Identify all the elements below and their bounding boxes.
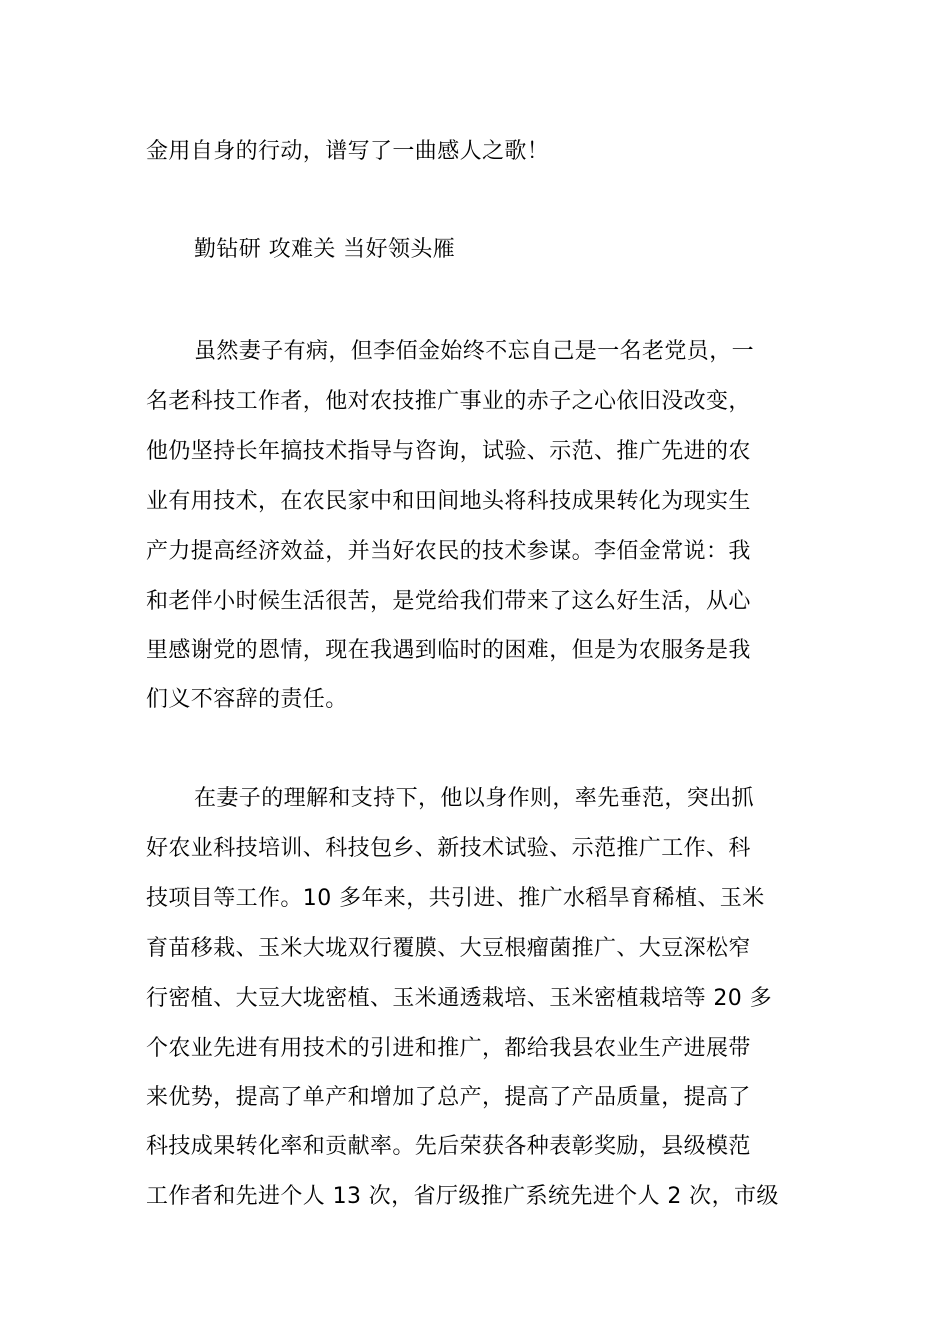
- opening-line: 金用自身的行动，谱写了一曲感人之歌！: [146, 139, 550, 164]
- paragraph-line: 里感谢党的恩情，现在我遇到临时的困难，但是为农服务是我: [146, 638, 751, 663]
- paragraph-line: 来优势，提高了单产和增加了总产，提高了产品质量，提高了: [146, 1085, 751, 1110]
- paragraph-line: 们义不容辞的责任。: [146, 687, 348, 712]
- paragraph-line: 行密植、大豆大垅密植、玉米通透栽培、玉米密植栽培等 20 多: [146, 986, 772, 1011]
- paragraph-line: 和老伴小时候生活很苦，是党给我们带来了这么好生活，从心: [146, 589, 751, 614]
- paragraph-line: 工作者和先进个人 13 次，省厅级推广系统先进个人 2 次，市级: [146, 1184, 779, 1209]
- paragraph-line: 业有用技术，在农民家中和田间地头将科技成果转化为现实生: [146, 489, 751, 514]
- paragraph-line: 科技成果转化率和贡献率。先后荣获各种表彰奖励，县级模范: [146, 1134, 751, 1159]
- section-heading: 勤钻研 攻难关 当好领头雁: [194, 237, 456, 262]
- paragraph-line: 产力提高经济效益，并当好农民的技术参谋。李佰金常说：我: [146, 539, 751, 564]
- paragraph-line: 在妻子的理解和支持下，他以身作则，率先垂范，突出抓: [194, 786, 755, 811]
- paragraph-line: 技项目等工作。10 多年来，共引进、推广水稻旱育稀植、玉米: [146, 886, 765, 911]
- paragraph-line: 个农业先进有用技术的引进和推广，都给我县农业生产进展带: [146, 1036, 751, 1061]
- paragraph-line: 育苗移栽、玉米大垅双行覆膜、大豆根瘤菌推广、大豆深松窄: [146, 936, 751, 961]
- paragraph-line: 名老科技工作者，他对农技推广事业的赤子之心依旧没改变，: [146, 389, 751, 414]
- paragraph-line: 好农业科技培训、科技包乡、新技术试验、示范推广工作、科: [146, 836, 751, 861]
- paragraph-line: 虽然妻子有病，但李佰金始终不忘自己是一名老党员，一: [194, 339, 755, 364]
- paragraph-line: 他仍坚持长年搞技术指导与咨询，试验、示范、推广先进的农: [146, 439, 751, 464]
